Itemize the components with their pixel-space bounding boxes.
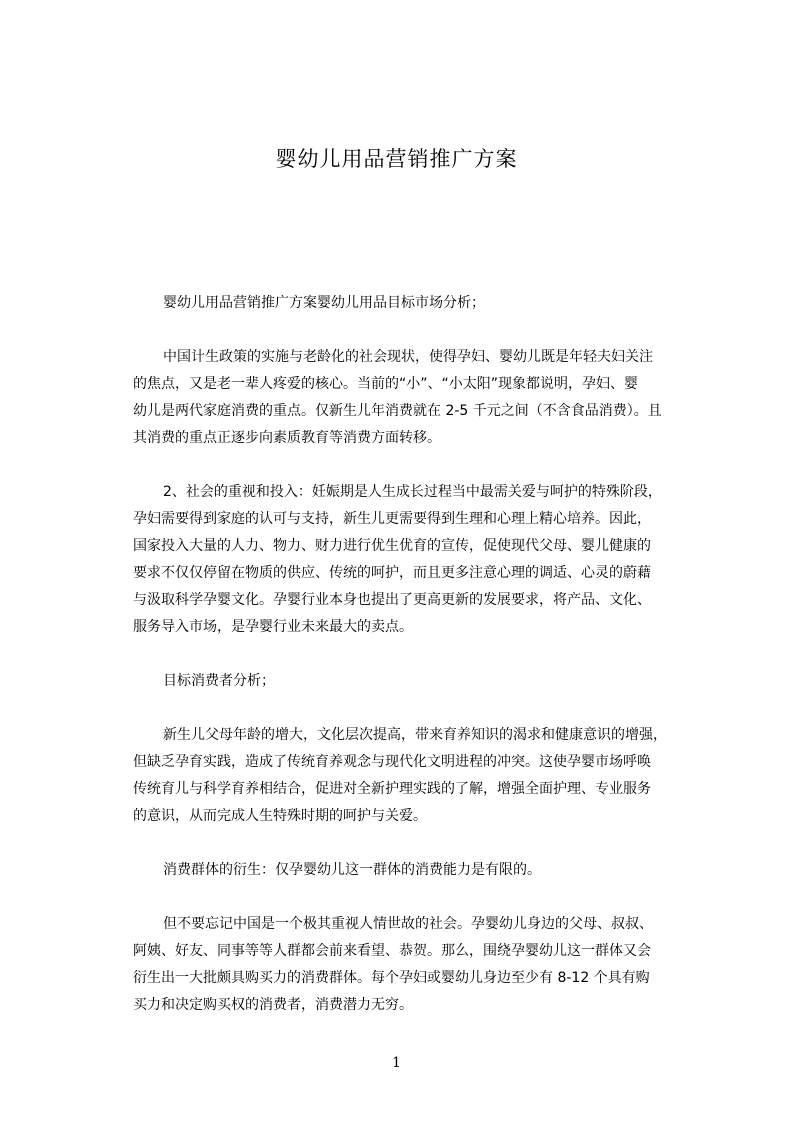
text-line: 但缺乏孕育实践，造成了传统育养观念与现代化文明进程的冲突。这使孕婴市场呼唤	[133, 754, 651, 770]
text-line: 婴幼儿用品营销推广方案婴幼儿用品目标市场分析；	[163, 295, 485, 311]
text-line: 国家投入大量的人力、物力、财力进行优生优育的宣传，促使现代父母、婴儿健康的	[133, 538, 651, 554]
text-line: 孕妇需要得到家庭的认可与支持，新生儿更需要得到生理和心理上精心培养。因此，	[133, 511, 651, 527]
text-line: 买力和决定购买权的消费者，消费潜力无穷。	[133, 997, 413, 1013]
text-line: 2、社会的重视和投入：妊娠期是人生成长过程当中最需关爱与呵护的特殊阶段，	[163, 484, 662, 500]
text-line: 传统育儿与科学育养相结合，促进对全新护理实践的了解，增强全面护理、专业服务	[133, 781, 651, 797]
paragraph-policy	[105, 344, 697, 452]
text-line: 消费群体的衍生：仅孕婴幼儿这一群体的消费能力是有限的。	[163, 862, 541, 878]
text-line: 服务导入市场，是孕婴行业未来最大的卖点。	[133, 619, 413, 635]
text-line: 与汲取科学孕婴文化。孕婴行业本身也提出了更高更新的发展要求，将产品、文化、	[133, 592, 651, 608]
text-line: 要求不仅仅停留在物质的供应、传统的呵护，而且更多注意心理的调适、心灵的蔚藉	[133, 565, 651, 581]
text-line: 但不要忘记中国是一个极其重视人情世故的社会。孕婴幼儿身边的父母、叔叔、	[163, 916, 653, 932]
paragraph-target-consumer-heading	[105, 668, 697, 695]
text-line: 阿姨、好友、同事等等人群都会前来看望、恭贺。那么，围绕孕婴幼儿这一群体又会	[133, 943, 651, 959]
paragraph-market-analysis-heading	[105, 290, 697, 317]
text-line: 的意识，从而完成人生特殊时期的呵护与关爱。	[133, 808, 427, 824]
page-number: 1	[392, 1055, 401, 1071]
paragraph-social-investment	[105, 479, 697, 641]
text-line: 中国计生政策的实施与老龄化的社会现状，使得孕妇、婴幼儿既是年轻夫妇关注	[163, 349, 653, 365]
text-line: 其消费的重点正逐步向素质教育等消费方面转移。	[133, 430, 441, 446]
text-line: 衍生出一大批颇具购买力的消费群体。每个孕妇或婴幼儿身边至少有 8-12 个具有购	[133, 970, 650, 986]
text-line: 的焦点，又是老一辈人疼爱的核心。当前的“小”、“小太阳”现象都说明，孕妇、婴	[133, 376, 639, 392]
paragraph-parents	[105, 722, 697, 830]
text-line: 幼儿是两代家庭消费的重点。仅新生儿年消费就在 2-5 千元之间（不含食品消费）。且	[133, 403, 662, 419]
document-title: 婴幼儿用品营销推广方案	[275, 147, 518, 171]
document-body	[105, 290, 697, 1019]
text-line: 目标消费者分析；	[163, 673, 275, 689]
paragraph-social-relations	[105, 911, 697, 1019]
text-line: 新生儿父母年龄的增大，文化层次提高，带来育养知识的渴求和健康意识的增强，	[163, 727, 667, 743]
paragraph-derived-group-heading	[105, 857, 697, 884]
